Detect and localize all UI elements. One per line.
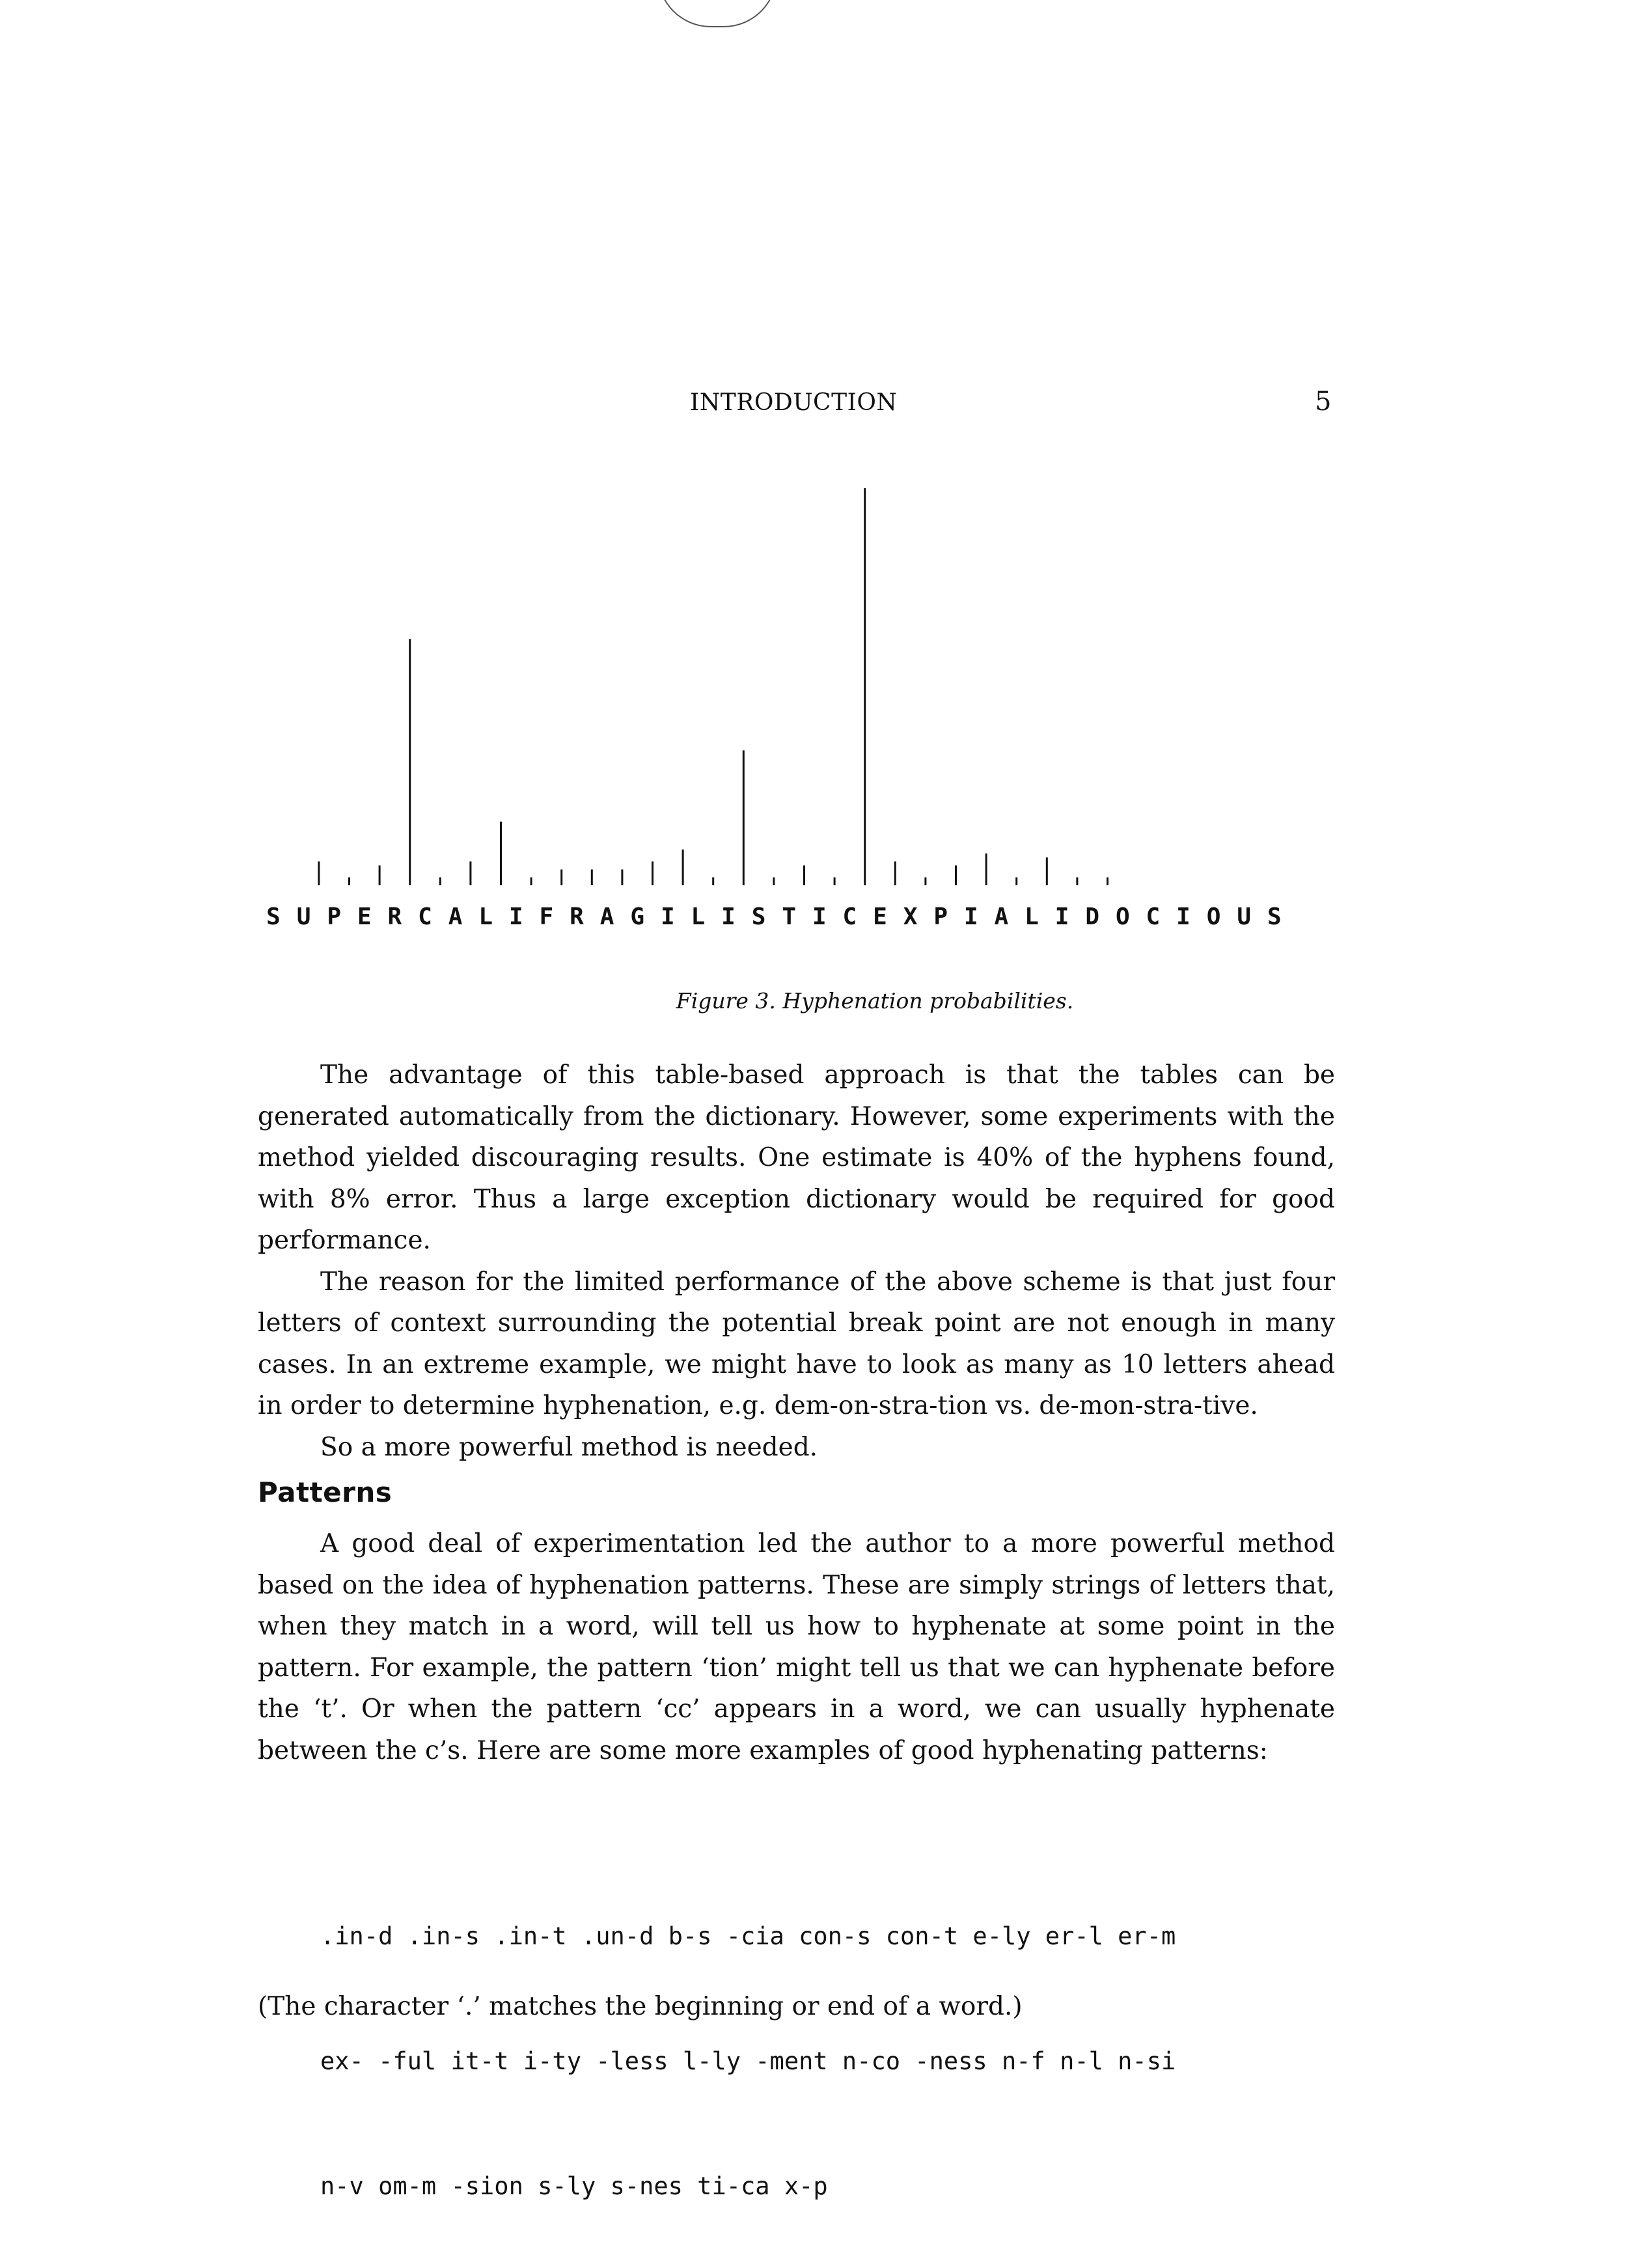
chart-letter: E xyxy=(873,904,887,930)
chart-letter: L xyxy=(1025,904,1039,930)
body-text-1 xyxy=(258,1055,1335,1468)
chart-letter: A xyxy=(994,904,1009,930)
chart-letter: S xyxy=(751,904,766,930)
chart-letter: O xyxy=(1206,904,1221,930)
chart-letter: P xyxy=(933,904,948,930)
chart-letter: U xyxy=(296,904,311,930)
chart-letter: P xyxy=(327,904,342,930)
chart-letter: E xyxy=(357,904,372,930)
chart-letter: R xyxy=(570,904,584,930)
chart-letter: I xyxy=(1176,904,1191,930)
paragraph: So a more powerful method is needed. xyxy=(320,1432,818,1462)
chart-letter: C xyxy=(418,904,432,930)
chart-letter: C xyxy=(1146,904,1161,930)
chart-letter: F xyxy=(539,904,554,930)
chart-letter: U xyxy=(1237,904,1252,930)
chart-letter: G xyxy=(630,904,645,930)
chart-letter: A xyxy=(448,904,463,930)
chart-letter: S xyxy=(266,904,281,930)
chart-letter: X xyxy=(903,904,918,930)
chart-letter: I xyxy=(721,904,736,930)
scan-artifact-arc xyxy=(657,0,777,27)
chart-letter: T xyxy=(782,904,797,930)
running-head: INTRODUCTION xyxy=(690,389,898,416)
chart-letter: I xyxy=(963,904,978,930)
paragraph: The reason for the limited performance of the above scheme is that just four letters of context surrounding the potential break point are not enough in many cases. In an extreme example, we might have to look as many as 10 letters ahead in order to determine hyphenation, e.g. dem-on-stra-tion vs. de-mon-stra-tive. xyxy=(258,1267,1335,1420)
pattern-line: ex- -ful it-t i-ty -less l-ly -ment n-co -ness n-f n-l n-si xyxy=(320,2047,1176,2075)
hyphenation-probability-chart xyxy=(0,449,1652,944)
paragraph: The advantage of this table-based approach is that the tables can be generated automatically from the dictionary. However, some experiments with the method yielded discouraging results. One estimate is 40% of the hyphens found, with 8% error. Thus a large exception dictionary would be required for good performance. xyxy=(258,1060,1335,1255)
chart-letter: I xyxy=(508,904,523,930)
chart-letter: D xyxy=(1085,904,1100,930)
note: (The character ‘.’ matches the beginning or end of a word.) xyxy=(258,1992,1023,2021)
chart-letter: O xyxy=(1115,904,1130,930)
page-header xyxy=(0,389,1652,422)
chart-letter: L xyxy=(478,904,493,930)
chart-letter: L xyxy=(691,904,706,930)
pattern-line: n-v om-m -sion s-ly s-nes ti-ca x-p xyxy=(320,2172,828,2200)
chart-letter: A xyxy=(599,904,614,930)
section-heading: Patterns xyxy=(258,1476,392,1508)
chart-letter: I xyxy=(812,904,827,930)
pattern-list xyxy=(320,1832,1176,2249)
chart-letter: S xyxy=(1267,904,1282,930)
figure-caption: Figure 3. Hyphenation probabilities. xyxy=(676,988,1074,1014)
pattern-line: .in-d .in-s .in-t .un-d b-s -cia con-s con-t e-ly er-l er-m xyxy=(320,1922,1176,1950)
chart-letter: I xyxy=(660,904,675,930)
body-text-2 xyxy=(258,1523,1335,1771)
paragraph: A good deal of experimentation led the author to a more powerful method based on the idea of hyphenation patterns. These are simply strings of letters that, when they match in a word, will tell us how to hyphenate at some point in the pattern. For example, the pattern ‘tion’ might tell us that we can hyphenate before the ‘t’. Or when the pattern ‘cc’ appears in a word, we can usually hyphenate between the c’s. Here are some more examples of good hyphenating patterns: xyxy=(258,1529,1335,1765)
chart-letter: R xyxy=(387,904,402,930)
chart-letter: C xyxy=(842,904,857,930)
chart-letter: I xyxy=(1054,904,1069,930)
page-number: 5 xyxy=(1315,387,1332,417)
